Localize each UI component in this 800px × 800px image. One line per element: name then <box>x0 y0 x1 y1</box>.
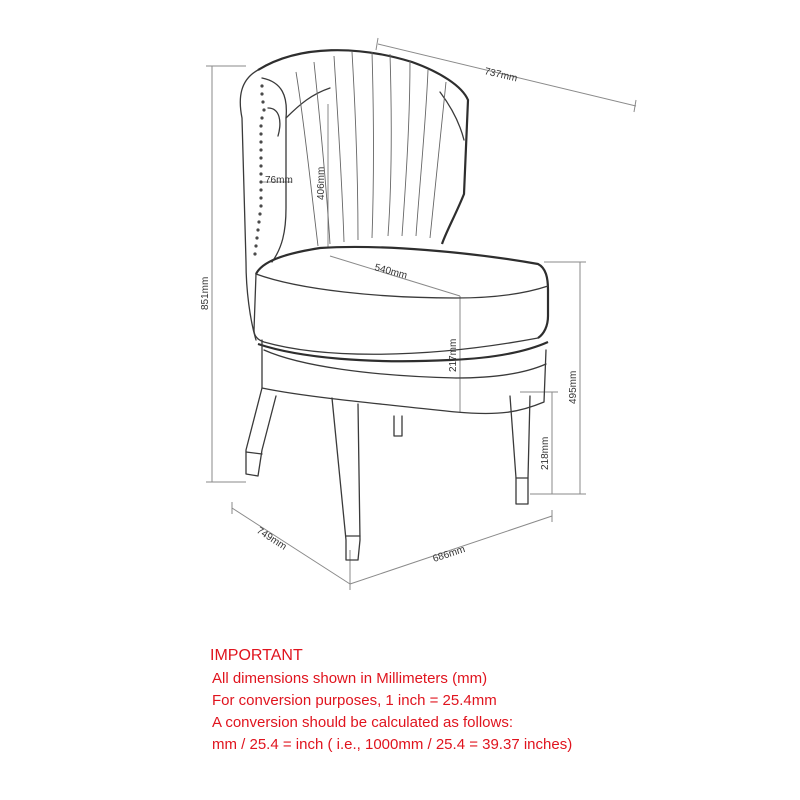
nailhead-trim <box>253 84 265 255</box>
notes-line-calculation: A conversion should be calculated as follows: <box>212 714 514 731</box>
dimension-leg-height: 218mm <box>540 436 551 470</box>
notes-title: IMPORTANT <box>210 647 303 664</box>
dimension-arm-width: 76mm <box>265 175 293 186</box>
dimension-seat-height: 495mm <box>568 370 579 404</box>
dimension-height-total: 851mm <box>200 276 211 310</box>
dimension-851-line <box>206 66 246 482</box>
dimension-seat-thickness: 217mm <box>448 338 459 372</box>
important-notes <box>210 646 770 756</box>
notes-line-conversion: For conversion purposes, 1 inch = 25.4mm <box>212 692 497 709</box>
chair-drawing <box>240 50 548 560</box>
dimension-depth-side: 749mm <box>254 525 289 553</box>
dimension-width-front: 686mm <box>431 544 467 565</box>
dimension-depth-total: 737mm <box>483 66 519 85</box>
dimension-218-line <box>520 392 558 494</box>
notes-line-example: mm / 25.4 = inch ( i.e., 1000mm / 25.4 = 39.37 inches) <box>212 736 573 753</box>
dimension-seat-depth: 540mm <box>373 262 409 282</box>
notes-line-units: All dimensions shown in Millimeters (mm) <box>212 670 488 687</box>
dimension-749-line <box>232 502 350 584</box>
dimension-back-height: 406mm <box>316 166 327 200</box>
